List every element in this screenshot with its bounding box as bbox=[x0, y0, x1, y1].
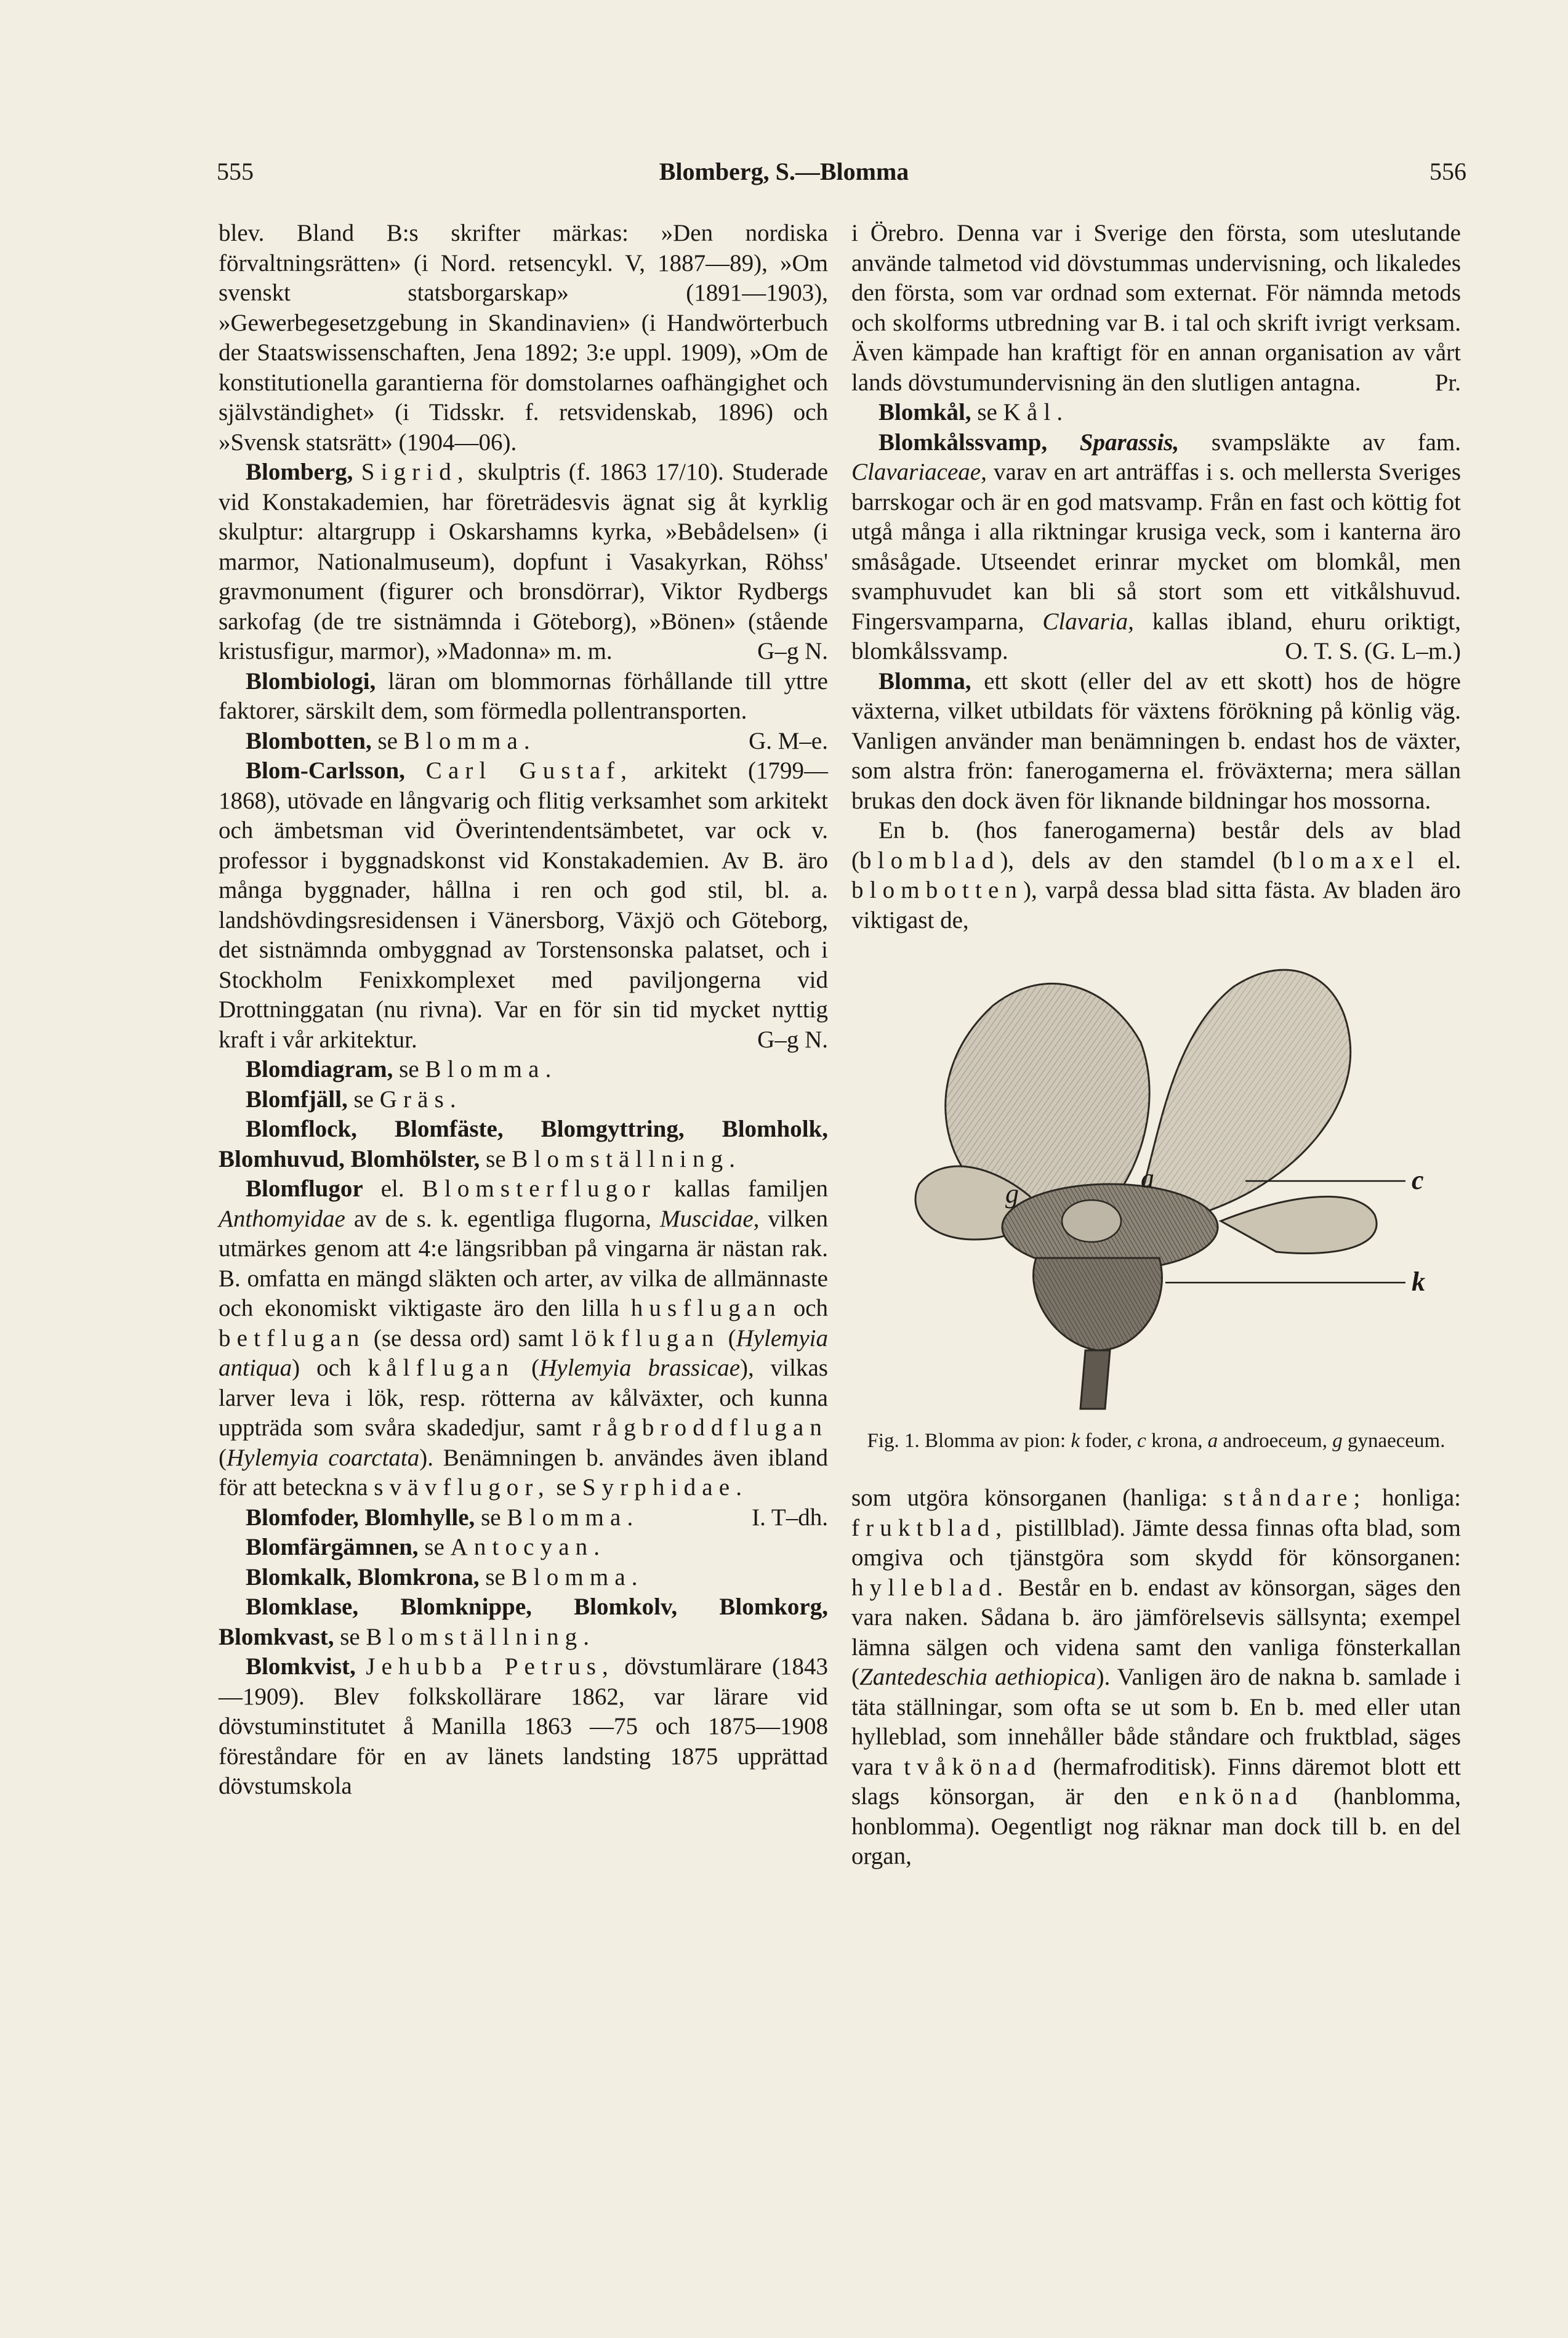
blomma-continued: som utgöra könsorganen (hanliga: ståndare; honliga: fruktblad, pistillblad). Jämte dessa finnas ofta blad, som omgiva och tjänstgöra som skydd för könsorganen: hylleblad. Består en b. endast av könsorgan, säges den vara naken. Sådana b. äro jämförelsevis sällsynta; exempel lämna sälgen och videna samt den vanliga fönsterkallan (Zantedeschia aethiopica). Vanligen äro de nakna b. samlade i täta ställningar, som ofta se ut som b. En b. med eller utan hylleblad, som innehåller både ståndare och fruktblad, säges vara tvåkönad (hermafroditisk). Finns däremot blott ett slags könsorgan, är den enkönad (hanblomma, honblomma). Oegentligt nog räknar man dock till b. en del organ, bbox=[851, 1485, 1461, 1869]
figure-label-k: k bbox=[1412, 1267, 1425, 1297]
peony-flower-illustration bbox=[851, 950, 1461, 1424]
entry-blom-carlsson: Blom-Carlsson, Carl Gustaf, arkitekt (1799—1868), utövade en långvarig och flitig verksamhet som arkitekt och ämbetsman vid Överintendentsämbetet, var ock v. professor i byggnadskonst vid Konstakademien. Av B. äro många byggnader, hållna i ren och god stil, bl. a. landshövdingsresidensen i Vänersborg, Växjö och Göteborg, det sistnämnda ombyggnad av Torstensonska palatset, och i Stockholm Fenixkomplexet med paviljongerna vid Drottninggatan (nu rivna). Var en för sin tid mycket nyttig kraft i vår arkitektur. G–g N. bbox=[219, 757, 828, 1053]
entry-blomdiagram: Blomdiagram, se Blomma. bbox=[246, 1056, 558, 1082]
running-title: Blomberg, S.—Blomma bbox=[659, 158, 909, 185]
figure-label-g: g bbox=[1005, 1179, 1019, 1209]
continued-paragraph: blev. Bland B:s skrifter märkas: »Den nordiska förvaltningsrätten» (i Nord. retsencykl. V, 1887—89), »Om svenskt statsborgarskap» (1891—1903), »Gewerbegesetzgebung in Skandinavien» (i Handwörterbuch der Staatswissenschaften, Jena 1892; 3:e uppl. 1909), »Om de konstitutionella garantierna för domstolarnes oafhängighet och självständighet» (i Tidsskr. f. retsvidenskab, 1896) och »Svensk statsrätt» (1904—06). bbox=[219, 220, 828, 456]
figure-caption: Fig. 1. Blomma av pion: k foder, c krona, a androeceum, g gynaeceum. bbox=[867, 1430, 1445, 1452]
figure-label-a: a bbox=[1141, 1163, 1154, 1193]
continued-paragraph-right: i Örebro. Denna var i Sverige den första, som uteslutande använde talmetod vid dövstummas undervisning, och likaledes den första, som var ordnad som externat. För nämnda metods och skolforms utbredning var B. i tal och skrift ivrigt verksam. Även kämpade han kraftigt för en annan organisation av vårt lands dövstumundervisning än den slutligen antagna. Pr. bbox=[851, 220, 1461, 396]
entry-blombotten: Blombotten, se Blomma. bbox=[246, 727, 536, 754]
page-number-left: 555 bbox=[217, 158, 254, 185]
page-number-right: 556 bbox=[1429, 158, 1466, 185]
right-column bbox=[851, 219, 1461, 1872]
entry-blomkalssvamp: Blomkålssvamp, Sparassis, svampsläkte av fam. Clavariaceae, varav en art anträffas i s. och mellersta Sveriges barrskogar och är en god matsvamp. Från en fast och köttig fot utgå många i alla riktningar krusiga veck, som i kanterna äro småsågade. Utseendet erinrar mycket om blomkål, men svamphuvudet kan bli så stort som ett vitkålshuvud. Fingersvamparna, Clavaria, kallas ibland, ehuru oriktigt, blomkålssvamp. O. T. S. (G. L–m.) bbox=[851, 429, 1461, 664]
entry-blombiologi: Blombiologi, läran om blommornas förhållande till yttre faktorer, särskilt dem, som förmedla pollentransporten. G. M–e. bbox=[219, 667, 828, 754]
entry-blomma: Blomma, ett skott (eller del av ett skott) hos de högre växterna, vilket utbildats för växtens förökning på könlig väg. Vanligen använder man benämningen b. endast hos de växter, som alstra frön: fanerogamerna el. fröväxterna; mera sällan brukas den dock även för liknande bildningar hos mossorna. bbox=[851, 667, 1461, 814]
entry-blomkvist: Blomkvist, Jehubba Petrus, dövstumlärare (1843—1909). Blev folkskollärare 1862, var lärare vid dövstuminstitutet å Manilla 1863 —75 och 1875—1908 föreståndare för en av länets landsting 1875 upprättad dövstumskola bbox=[219, 1653, 829, 1799]
entry-blomkalk: Blomkalk, Blomkrona, se Blomma. bbox=[246, 1563, 644, 1590]
peony-flower-figure bbox=[851, 950, 1461, 1424]
entry-blomberg-sigrid: Blomberg, Sigrid, skulptris (f. 1863 17/10). Studerade vid Konstakademien, har företrädesvis ägnat sig åt kyrklig skulptur: altargrupp i Oskarshamns kyrka, »Bebådelsen» (i marmor, Nationalmuseum), dopfunt i Vasakyrkan, Röhss' gravmonument (figurer och bronsdörrar), Viktor Rydbergs sarkofag (de tre sistnämnda i Göteborg), »Bönen» (stående kristusfigur, marmor), »Madonna» m. m. G–g N. bbox=[219, 459, 829, 664]
entry-blomfjall: Blomfjäll, se Gräs. bbox=[246, 1086, 462, 1113]
figure-label-c: c bbox=[1412, 1165, 1424, 1195]
entry-blomflock: Blomflock, Blomfäste, Blomgyttring, Blomholk, Blomhuvud, Blomhölster, se Blomställning. bbox=[219, 1116, 828, 1172]
blomma-paragraph-2: En b. (hos fanerogamerna) består dels av blad (blomblad), dels av den stamdel (blomaxel el. blombotten), varpå dessa blad sitta fästa. Av bladen äro viktigast de, bbox=[851, 817, 1461, 933]
left-column bbox=[219, 219, 828, 1802]
entry-blomflugor: Blomflugor el. Blomsterflugor kallas familjen Anthomyidae av de s. k. egentliga flugorna, Muscidae, vilken utmärkes genom att 4:e längsribban på vingarna är nästan rak. B. omfatta en mängd släkten och arter, av vilka de allmännaste och ekonomiskt viktigaste äro den lilla husflugan och betflugan (se dessa ord) samt lökflugan (Hylemyia antiqua) och kålflugan (Hylemyia brassicae), vilkas larver leva i lök, resp. rötterna av kålväxter, och kunna uppträda som svåra skadedjur, samt rågbroddflugan (Hylemyia coarctata). Benämningen b. användes även ibland för att beteckna svävflugor, se Syrphidae. I. T–dh. bbox=[219, 1175, 829, 1531]
entry-blomkal: Blomkål, se Kål. bbox=[878, 399, 1069, 425]
entry-blomfoder: Blomfoder, Blomhylle, se Blomma. bbox=[246, 1504, 640, 1531]
entry-blomklase: Blomklase, Blomknippe, Blomkolv, Blomkorg, Blomkvast, se Blomställning. bbox=[219, 1594, 828, 1650]
entry-blomfargamnen: Blomfärgämnen, se Antocyan. bbox=[246, 1534, 606, 1560]
